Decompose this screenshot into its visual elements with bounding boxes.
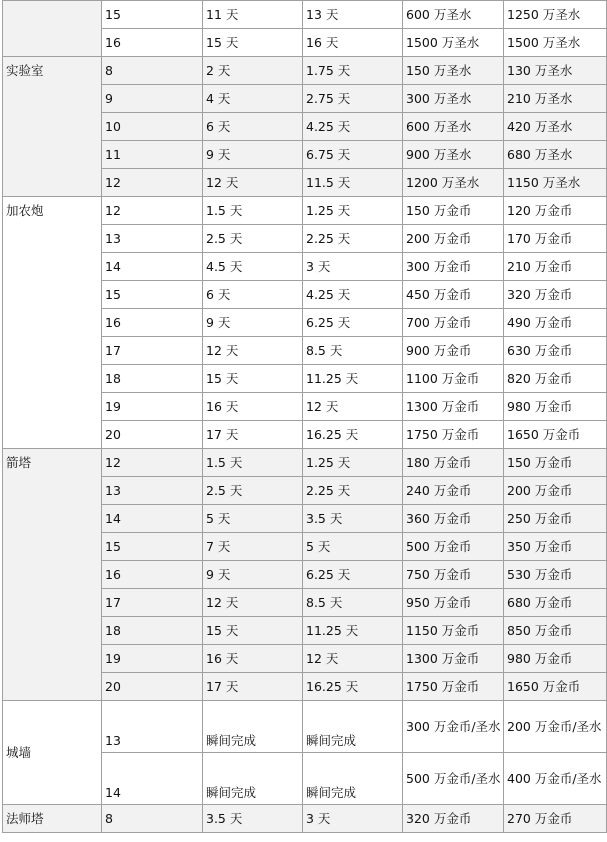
cost-cell: 1750 万金币 <box>403 673 504 701</box>
cost-cell: 1500 万圣水 <box>504 29 607 57</box>
cost-cell: 120 万金币 <box>504 197 607 225</box>
time-cell: 12 天 <box>203 169 303 197</box>
level-cell: 20 <box>102 673 203 701</box>
time-cell: 16.25 天 <box>303 673 403 701</box>
time-cell: 6.25 天 <box>303 561 403 589</box>
cost-cell: 1250 万圣水 <box>504 1 607 29</box>
time-cell: 6 天 <box>203 113 303 141</box>
level-cell: 19 <box>102 645 203 673</box>
cost-cell: 850 万金币 <box>504 617 607 645</box>
cost-cell: 1650 万金币 <box>504 421 607 449</box>
time-cell: 1.25 天 <box>303 449 403 477</box>
time-cell: 2.75 天 <box>303 85 403 113</box>
time-cell: 11.25 天 <box>303 617 403 645</box>
level-cell: 18 <box>102 365 203 393</box>
time-cell: 4.5 天 <box>203 253 303 281</box>
cost-cell: 1200 万圣水 <box>403 169 504 197</box>
time-cell: 6.25 天 <box>303 309 403 337</box>
level-cell: 15 <box>102 533 203 561</box>
time-cell: 11.5 天 <box>303 169 403 197</box>
time-cell: 6.75 天 <box>303 141 403 169</box>
cost-cell: 300 万金币/圣水 <box>403 701 504 753</box>
level-cell: 15 <box>102 1 203 29</box>
cost-cell: 900 万金币 <box>403 337 504 365</box>
level-cell: 19 <box>102 393 203 421</box>
level-cell: 8 <box>102 57 203 85</box>
cost-cell: 400 万金币/圣水 <box>504 753 607 805</box>
cost-cell: 270 万金币 <box>504 805 607 833</box>
cost-cell: 150 万金币 <box>403 197 504 225</box>
time-cell: 3.5 天 <box>303 505 403 533</box>
time-cell: 15 天 <box>203 617 303 645</box>
time-cell: 11.25 天 <box>303 365 403 393</box>
time-cell: 9 天 <box>203 141 303 169</box>
table-row <box>3 57 607 85</box>
time-cell: 8.5 天 <box>303 589 403 617</box>
building-cell: 实验室 <box>3 57 102 197</box>
cost-cell: 1150 万金币 <box>403 617 504 645</box>
cost-cell: 150 万金币 <box>504 449 607 477</box>
table-row <box>3 449 607 477</box>
time-cell: 12 天 <box>203 337 303 365</box>
cost-cell: 680 万金币 <box>504 589 607 617</box>
cost-cell: 200 万金币/圣水 <box>504 701 607 753</box>
cost-cell: 1300 万金币 <box>403 393 504 421</box>
cost-cell: 130 万圣水 <box>504 57 607 85</box>
cost-cell: 250 万金币 <box>504 505 607 533</box>
level-cell: 10 <box>102 113 203 141</box>
cost-cell: 680 万圣水 <box>504 141 607 169</box>
cost-cell: 420 万圣水 <box>504 113 607 141</box>
time-cell: 2.5 天 <box>203 225 303 253</box>
cost-cell: 820 万金币 <box>504 365 607 393</box>
cost-cell: 320 万金币 <box>504 281 607 309</box>
time-cell: 12 天 <box>303 645 403 673</box>
level-cell: 16 <box>102 561 203 589</box>
table-row <box>3 805 607 833</box>
cost-cell: 300 万金币 <box>403 253 504 281</box>
building-cell: 法师塔 <box>3 805 102 833</box>
cost-cell: 600 万圣水 <box>403 1 504 29</box>
level-cell: 18 <box>102 617 203 645</box>
upgrade-table-body <box>3 1 607 833</box>
time-cell: 8.5 天 <box>303 337 403 365</box>
time-cell: 2.25 天 <box>303 477 403 505</box>
cost-cell: 630 万金币 <box>504 337 607 365</box>
time-cell: 5 天 <box>303 533 403 561</box>
level-cell: 12 <box>102 197 203 225</box>
building-cell <box>3 1 102 57</box>
time-cell: 16 天 <box>203 645 303 673</box>
cost-cell: 360 万金币 <box>403 505 504 533</box>
time-cell: 7 天 <box>203 533 303 561</box>
time-cell: 3 天 <box>303 253 403 281</box>
level-cell: 13 <box>102 225 203 253</box>
time-cell: 17 天 <box>203 421 303 449</box>
cost-cell: 1100 万金币 <box>403 365 504 393</box>
time-cell: 2 天 <box>203 57 303 85</box>
cost-cell: 1300 万金币 <box>403 645 504 673</box>
cost-cell: 530 万金币 <box>504 561 607 589</box>
time-cell: 瞬间完成 <box>203 701 303 753</box>
cost-cell: 750 万金币 <box>403 561 504 589</box>
level-cell: 12 <box>102 449 203 477</box>
cost-cell: 490 万金币 <box>504 309 607 337</box>
time-cell: 2.25 天 <box>303 225 403 253</box>
time-cell: 瞬间完成 <box>303 753 403 805</box>
time-cell: 16.25 天 <box>303 421 403 449</box>
time-cell: 4 天 <box>203 85 303 113</box>
time-cell: 16 天 <box>303 29 403 57</box>
cost-cell: 210 万金币 <box>504 253 607 281</box>
cost-cell: 170 万金币 <box>504 225 607 253</box>
time-cell: 12 天 <box>303 393 403 421</box>
cost-cell: 200 万金币 <box>504 477 607 505</box>
cost-cell: 950 万金币 <box>403 589 504 617</box>
time-cell: 15 天 <box>203 365 303 393</box>
level-cell: 16 <box>102 309 203 337</box>
level-cell: 15 <box>102 281 203 309</box>
level-cell: 16 <box>102 29 203 57</box>
table-row <box>3 1 607 29</box>
level-cell: 20 <box>102 421 203 449</box>
level-cell: 13 <box>102 477 203 505</box>
time-cell: 1.25 天 <box>303 197 403 225</box>
cost-cell: 300 万圣水 <box>403 85 504 113</box>
building-cell: 城墙 <box>3 701 102 805</box>
building-cell: 箭塔 <box>3 449 102 701</box>
time-cell: 17 天 <box>203 673 303 701</box>
time-cell: 1.5 天 <box>203 197 303 225</box>
cost-cell: 980 万金币 <box>504 645 607 673</box>
time-cell: 13 天 <box>303 1 403 29</box>
building-cell: 加农炮 <box>3 197 102 449</box>
cost-cell: 1650 万金币 <box>504 673 607 701</box>
cost-cell: 240 万金币 <box>403 477 504 505</box>
time-cell: 2.5 天 <box>203 477 303 505</box>
level-cell: 17 <box>102 589 203 617</box>
time-cell: 瞬间完成 <box>203 753 303 805</box>
cost-cell: 980 万金币 <box>504 393 607 421</box>
time-cell: 1.5 天 <box>203 449 303 477</box>
table-row <box>3 701 607 753</box>
time-cell: 4.25 天 <box>303 113 403 141</box>
time-cell: 6 天 <box>203 281 303 309</box>
table-row <box>3 197 607 225</box>
cost-cell: 150 万圣水 <box>403 57 504 85</box>
time-cell: 3.5 天 <box>203 805 303 833</box>
time-cell: 5 天 <box>203 505 303 533</box>
cost-cell: 900 万圣水 <box>403 141 504 169</box>
cost-cell: 320 万金币 <box>403 805 504 833</box>
level-cell: 12 <box>102 169 203 197</box>
cost-cell: 1500 万圣水 <box>403 29 504 57</box>
time-cell: 11 天 <box>203 1 303 29</box>
time-cell: 1.75 天 <box>303 57 403 85</box>
cost-cell: 210 万圣水 <box>504 85 607 113</box>
time-cell: 瞬间完成 <box>303 701 403 753</box>
time-cell: 15 天 <box>203 29 303 57</box>
level-cell: 17 <box>102 337 203 365</box>
cost-cell: 180 万金币 <box>403 449 504 477</box>
upgrade-table <box>2 0 607 833</box>
time-cell: 3 天 <box>303 805 403 833</box>
time-cell: 9 天 <box>203 309 303 337</box>
level-cell: 14 <box>102 253 203 281</box>
cost-cell: 600 万圣水 <box>403 113 504 141</box>
time-cell: 12 天 <box>203 589 303 617</box>
level-cell: 11 <box>102 141 203 169</box>
time-cell: 9 天 <box>203 561 303 589</box>
cost-cell: 700 万金币 <box>403 309 504 337</box>
cost-cell: 1750 万金币 <box>403 421 504 449</box>
cost-cell: 500 万金币/圣水 <box>403 753 504 805</box>
cost-cell: 450 万金币 <box>403 281 504 309</box>
level-cell: 9 <box>102 85 203 113</box>
cost-cell: 200 万金币 <box>403 225 504 253</box>
level-cell: 14 <box>102 505 203 533</box>
cost-cell: 350 万金币 <box>504 533 607 561</box>
time-cell: 4.25 天 <box>303 281 403 309</box>
cost-cell: 500 万金币 <box>403 533 504 561</box>
time-cell: 16 天 <box>203 393 303 421</box>
level-cell: 13 <box>102 701 203 753</box>
cost-cell: 1150 万圣水 <box>504 169 607 197</box>
level-cell: 8 <box>102 805 203 833</box>
level-cell: 14 <box>102 753 203 805</box>
